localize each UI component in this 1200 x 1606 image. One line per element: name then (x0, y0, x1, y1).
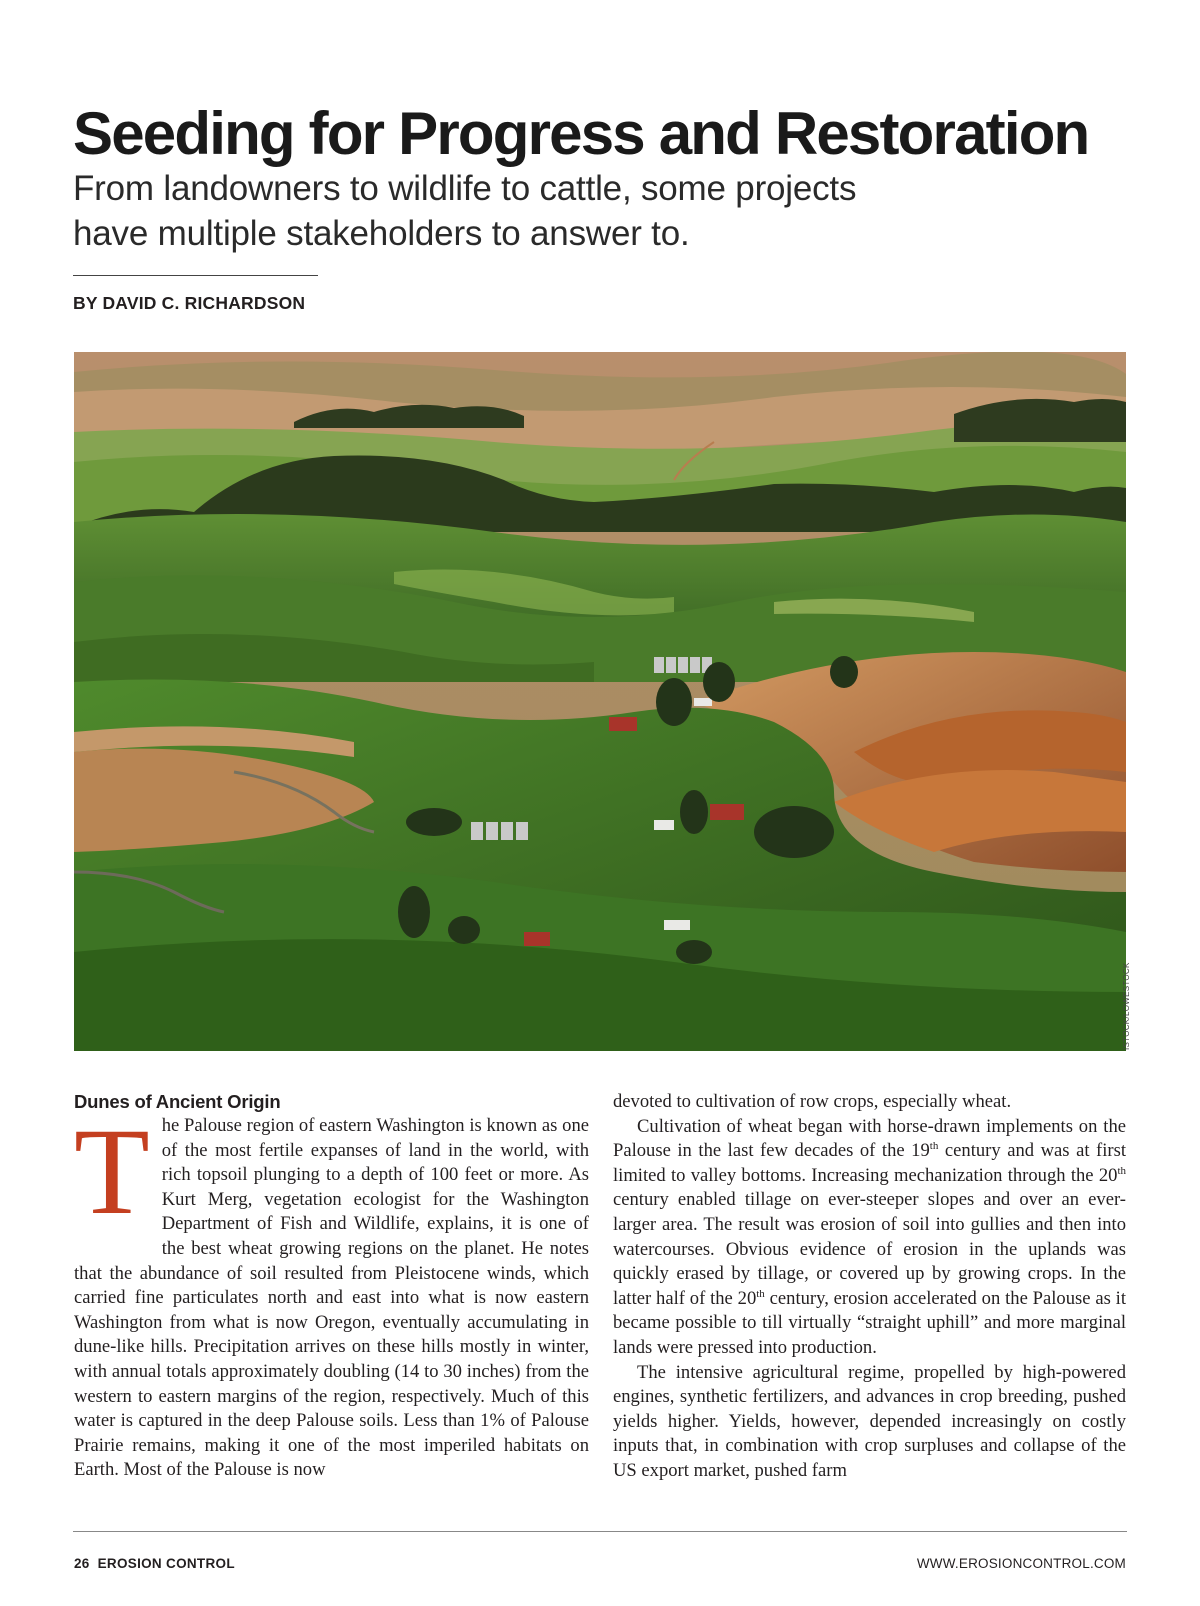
article-title: Seeding for Progress and Restoration (73, 100, 1089, 167)
footer-divider (73, 1531, 1127, 1532)
page-number: 26 (74, 1556, 90, 1571)
byline: BY DAVID C. RICHARDSON (73, 293, 306, 313)
paragraph-1 (74, 1103, 589, 1483)
paragraph-2-text-c: century enabled tillage on ever-steeper slopes and over an ever-larger area. The result was erosion of soil into gullies and then into watercourses. Obvious evidence of erosion in the uplands was quickly erased by tillage, or covered up by growing crops. In the latter half of the 20 (613, 1189, 1126, 1309)
subtitle-line-2: have multiple stakeholders to answer to. (73, 214, 690, 253)
paragraph-2-text-a: Cultivation of wheat began with horse-drawn implements on the Palouse in the last few decades of the 19 (613, 1115, 1126, 1162)
column-right (613, 1090, 1126, 1484)
landscape-photo (74, 352, 1126, 1051)
paragraph-2-text-b: century and was at first limited to valley bottoms. Increasing mechanization through the 20 (613, 1140, 1126, 1186)
article-subtitle (73, 166, 973, 256)
ordinal-sup: th (756, 1287, 765, 1300)
footer-folio (74, 1556, 235, 1571)
photo-credit: ISTOCK/LOWESTOCK (1122, 962, 1131, 1050)
column-left (74, 1090, 589, 1483)
paragraph-1-continued: devoted to cultivation of row crops, especially wheat. (613, 1091, 1012, 1112)
section-heading: Dunes of Ancient Origin (74, 1091, 281, 1112)
ordinal-sup: th (929, 1140, 939, 1152)
title-divider (73, 275, 318, 276)
subtitle-line-1: From landowners to wildlife to cattle, some projects (73, 169, 857, 208)
website-link[interactable]: WWW.EROSIONCONTROL.COM (916, 1556, 1126, 1571)
ordinal-sup: th (1117, 1164, 1126, 1177)
paragraph-3: The intensive agricultural regime, propelled by high-powered engines, synthetic fertilizers, and advances in crop breeding, pushed yields higher. Yields, however, depended increasingly on costly inputs that, in combination with crop surpluses and collapse of the US export market, pushed farm (613, 1361, 1126, 1481)
magazine-name: EROSION CONTROL (97, 1556, 235, 1571)
paragraph-1-text: he Palouse region of eastern Washington is known as one of the most fertile expanses of land in the world, with rich topsoil plunging to a depth of 100 feet or more. As Kurt Merg, vegetation ecologist for the Washington Department of Fish and Wildlife, explains, it is one of the best wheat growing regions on the planet. He notes that the abundance of soil resulted from Pleistocene winds, which carried fine particulates north and east into what is now eastern Washington from what is now Oregon, eventually accumulating in dune-like hills. Precipitation arrives on these hills mostly in winter, with annual totals approximately doubling (14 to 30 inches) from the western to eastern margins of the region, respectively. Much of this water is captured in the deep Palouse soils. Less than 1% of Palouse Prairie remains, making it one of the most imperiled habitats on Earth. Most of the Palouse is now (74, 1115, 589, 1481)
paragraph-2-text-d: century, erosion accelerated on the Palouse as it became possible to till virtually “straight uphill” and more marginal lands were pressed into production. (613, 1287, 1126, 1358)
paragraph-2 (613, 1115, 1126, 1361)
drop-cap: T (74, 1103, 150, 1240)
